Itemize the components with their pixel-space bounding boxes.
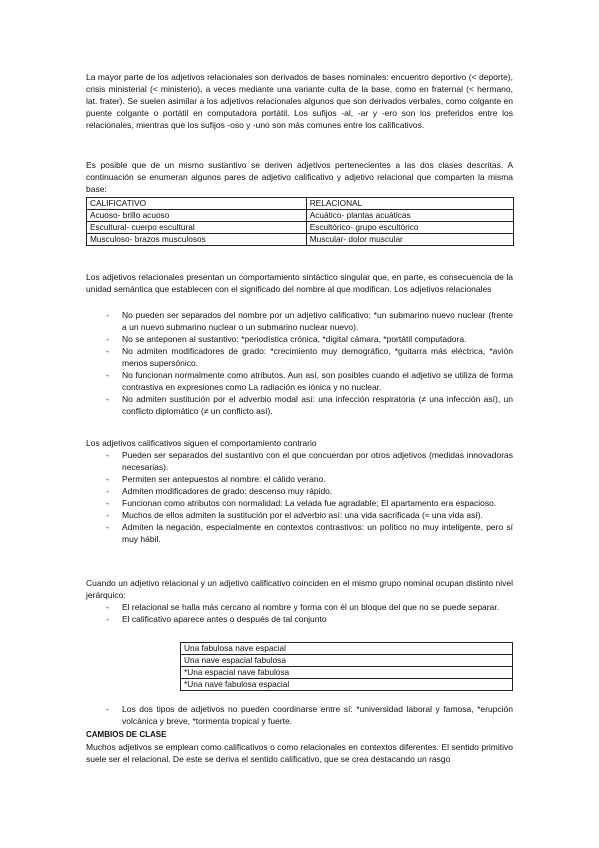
table-cell: Acuático- plantas acuáticas [306,210,513,222]
paragraph-calificativos: Los adjetivos calificativos siguen el comportamiento contrario [86,438,317,448]
table-cell: Acuoso- brillo acuoso [87,210,307,222]
table-cell: *Una espacial nave fabulosa [181,667,513,679]
list-item: - Muchos de ellos admiten la sustitución por el adverbio así: una vida sacrificada (≈ una vida así). [106,509,513,521]
list-item: - Admiten modificadores de grado: descenso muy rápido. [106,485,513,497]
list-item: - No admiten sustitución por el adverbio modal así: una infección respiratoria (≠ una infección así), un conflicto diplomático (≠ un conflicto así). [106,393,513,417]
list-item: - Permiten ser antepuestos al nombre: el cálido verano. [106,473,513,485]
jerarquia-list [106,601,513,625]
table-cell: Una nave espacial fabulosa [181,655,513,667]
list-item: - No funcionan normalmente como atributos. Aun así, son posibles cuando el adjetivo se utiliza de forma contrastiva en expresiones como La radiación es iónica y no nuclear. [106,369,513,393]
relacionales-list [106,309,513,417]
paragraph-intro: La mayor parte de los adjetivos relacionales son derivados de bases nominales: encuentro deportivo (< deporte), crisis ministerial (< ministerio), a veces mediante una variante culta de la base, como en fraternal (< hermano, lat. frater). Se suelen asimilar a los adjetivos relacionales algunos que son derivados verbales, como colgante en puente colgante o portátil en computadora portátil. Los sufijos -al, -ar y -ero son los preferidos entre los relacionales, mientras que los sufijos -oso y -uno son más comunes entre los calificativos. [86,72,513,130]
table-cell: *Una nave fabulosa espacial [181,679,513,691]
list-item: - Admiten la negación, especialmente en contextos contrastivos: un político no muy inteligente, pero sí muy hábil. [106,521,513,545]
coordinacion-list [106,703,513,727]
table-cell: Musculoso- brazos musculosos [87,234,307,246]
table-cell: Muscular- dolor muscular [306,234,513,246]
table-header-row [87,198,514,210]
table-row [181,667,513,679]
list-item: - Funcionan como atributos con normalidad: La velada fue agradable; El apartamento era espacioso. [106,497,513,509]
section-heading: CAMBIOS DE CLASE [86,730,167,739]
table-row [181,643,513,655]
list-item: - No pueden ser separados del nombre por un adjetivo calificativo: *un submarino nuevo nuclear (frente a un nuevo submarino nuclear o un submarino nuclear nuevo). [106,309,513,333]
calificativos-list [106,449,513,545]
table-row [181,679,513,691]
table-row [87,210,514,222]
list-item: - Los dos tipos de adjetivos no pueden coordinarse entre sí: *universidad laboral y famosa, *erupción volcánica y breve, *tormenta tropical y fuerte. [106,703,513,727]
paragraph-pairs-intro: Es posible que de un mismo sustantivo se deriven adjetivos pertenecientes a las dos clases descritas. A continuación se enumeran algunos pares de adjetivo calificativo y adjetivo relacional que comparten la misma base: [86,160,513,194]
table-row [181,655,513,667]
paragraph-relacionales: Los adjetivos relacionales presentan un comportamiento sintáctico singular que, en parte, es consecuencia de la unidad semántica que establecen con el significado del nombre al que modifican. Los adjetivos relacionales [86,272,513,294]
adjective-pairs-table [86,197,514,246]
list-item: - El calificativo aparece antes o después de tal conjunto [106,613,513,625]
paragraph-jerarquia: Cuando un adjetivo relacional y un adjetivo calificativo coinciden en el mismo grupo nominal ocupan distinto nivel jerárquico: [86,578,513,600]
table-header-cell: RELACIONAL [306,198,513,210]
list-item: - El relacional se halla más cercano al nombre y forma con él un bloque del que no se puede separar. [106,601,513,613]
examples-table [180,642,513,691]
table-header-cell: CALIFICATIVO [87,198,307,210]
list-item: - No admiten modificadores de grado: *crecimiento muy demográfico, *guitarra más eléctrica, *avión menos supersónico. [106,345,513,369]
paragraph-cambios-de-clase: Muchos adjetivos se emplean como calificativos o como relacionales en contextos diferentes. El sentido primitivo suele ser el relacional. De este se deriva el sentido calificativo, que se crea destacando un rasgo [86,742,513,764]
list-item: - Pueden ser separados del sustantivo con el que concuerdan por otros adjetivos (medidas innovadoras necesarias). [106,449,513,473]
table-cell: Escultural- cuerpo escultural [87,222,307,234]
list-item: - No se anteponen al sustantivo: *periodística crónica, *digital cámara, *portátil computadora. [106,333,513,345]
table-cell: Una fabulosa nave espacial [181,643,513,655]
table-row [87,222,514,234]
table-row [87,234,514,246]
table-cell: Escultórico- grupo escultórico [306,222,513,234]
